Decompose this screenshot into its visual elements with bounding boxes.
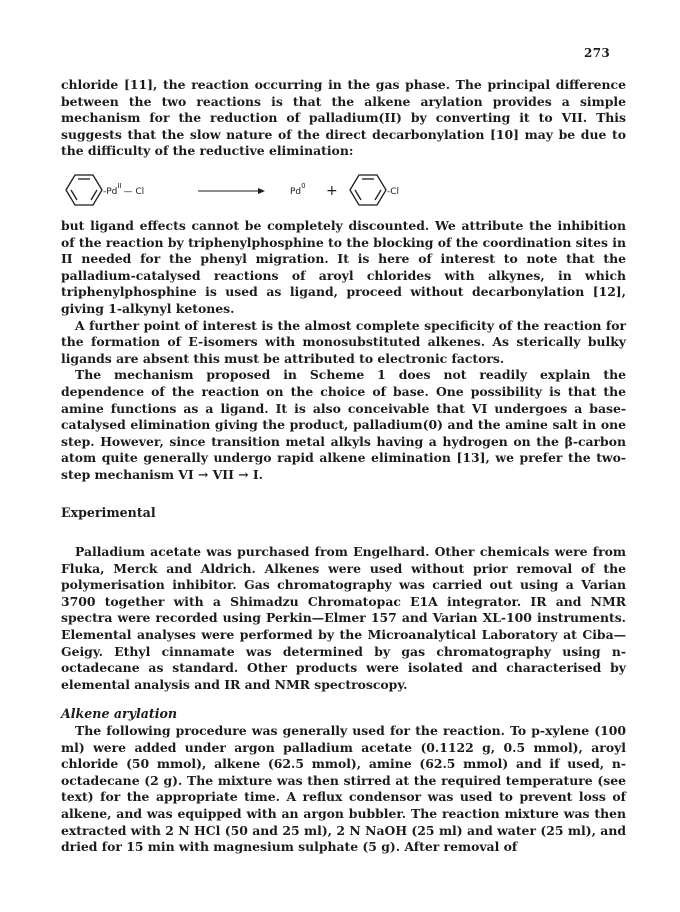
- paragraph-5: Palladium acetate was purchased from Engelhard. Other chemicals were from Fluka, Merck and Aldrich. Alkenes were used without prior removal of the polymerisation inhibitor. Gas chromatography was carried out using a Varian 3700 together with a Shimadzu Chromatopac E1A integrator. IR and NMR spectra were recorded using Perkin—Elmer 157 and Varian XL-100 instruments. Elemental analyses were performed by the Microanalytical Laboratory at Ciba—Geigy. Ethyl cinnamate was determined by gas chromatography using n-octadecane as standard. Other products were isolated and characterised by elemental analysis and IR and NMR spectroscopy.: [61, 544, 626, 692]
- subheading: Alkene arylation: [61, 706, 178, 721]
- benzene-ring-right: [350, 175, 386, 205]
- reaction-equation: [58, 168, 578, 212]
- equation-middle-label: Pd$^0$: [290, 182, 306, 197]
- page-number: 273: [584, 46, 610, 60]
- paragraph-block-4: [61, 723, 626, 856]
- paragraph-block-3: [61, 544, 626, 693]
- reaction-arrow: [198, 188, 265, 194]
- paragraph-3: A further point of interest is the almost complete specificity of the reaction for the formation of E-isomers with monosubstituted alkenes. As sterically bulky ligands are absent this must be attributed to electronic factors.: [61, 317, 626, 366]
- section-heading: Experimental: [61, 505, 156, 520]
- equation-plus: +: [326, 183, 338, 199]
- paragraph-6: The following procedure was generally used for the reaction. To p-xylene (100 ml) were added under argon palladium acetate (0.1122 g, 0.5 mmol), aroyl chloride (50 mmol), alkene (62.5 mmol), amine (62.5 mmol) and if used, n-octadecane (2 g). The mixture was then stirred at the required temperature (see text) for the appropriate time. A reflux condensor was used to prevent loss of alkene, and was equipped with an argon bubbler. The reaction mixture was then extracted with 2 N HCl (50 and 25 ml), 2 N NaOH (25 ml) and water (25 ml), and dried for 15 min with magnesium sulphate (5 g). After removal of: [61, 723, 626, 855]
- paragraph-block-2: [61, 218, 626, 484]
- equation-left-label: $-Pd^{II}—$ Cl: [103, 182, 145, 197]
- paragraph-block-1: [61, 77, 626, 160]
- paragraph-4: The mechanism proposed in Scheme 1 does not readily explain the dependence of the reaction on the choice of base. One possibility is that the amine functions as a ligand. It is also conceivable that VI undergoes a base-catalysed elimination giving the product, palladium(0) and the amine salt in one step. However, since transition metal alkyls having a hydrogen on the β-carbon atom quite generally undergo rapid alkene elimination [13], we prefer the two-step mechanism VI → VII → I.: [61, 367, 626, 482]
- equation-right-label: -Cl: [387, 187, 400, 197]
- benzene-ring-left: [66, 175, 102, 205]
- paragraph-1: chloride [11], the reaction occurring in the gas phase. The principal difference between the two reactions is that the alkene arylation provides a simple mechanism for the reduction of palladium(II) by converting it to VII. This suggests that the slow nature of the direct decarbonylation [10] may be due to the difficulty of the reductive elimination:: [61, 77, 626, 159]
- paragraph-2: but ligand effects cannot be completely discounted. We attribute the inhibition of the reaction by triphenylphosphine to the blocking of the coordination sites in II needed for the phenyl migration. It is here of interest to note that the palladium-catalysed reactions of aroyl chlorides with alkynes, in which triphenylphosphine is used as ligand, proceed without decarbonylation [12], giving 1-alkynyl ketones.: [61, 218, 626, 316]
